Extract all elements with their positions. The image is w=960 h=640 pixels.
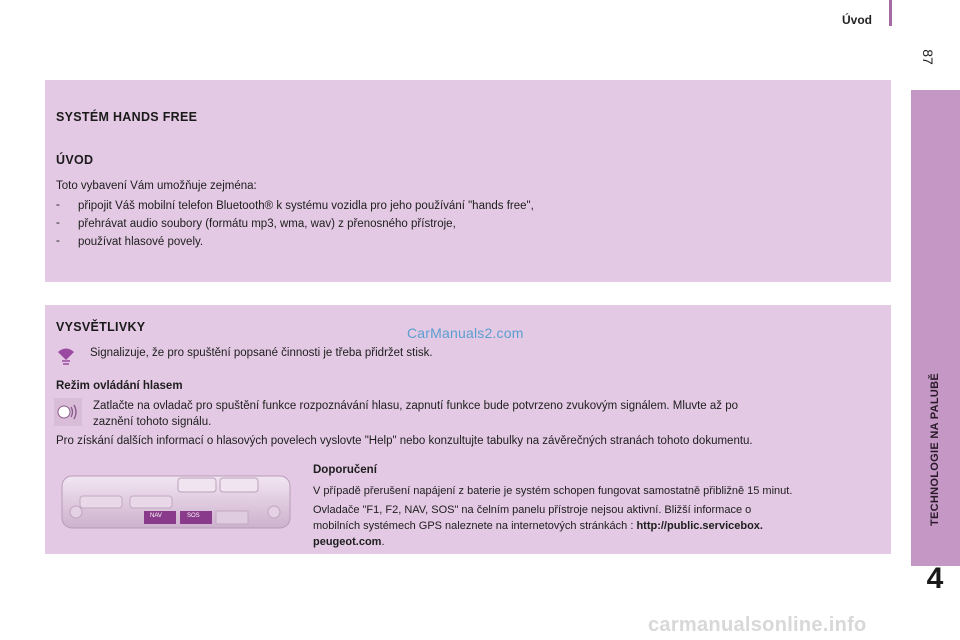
controls-note-text: mobilních systémech GPS naleznete na internetových stránkách :	[313, 520, 637, 532]
section-subtitle: ÚVOD	[56, 153, 94, 167]
watermark-text: CarManuals2.com	[407, 325, 524, 341]
controls-note-line3	[313, 535, 385, 550]
voice-command-icon	[54, 398, 82, 426]
servicebox-link-cont[interactable]: peugeot.com	[313, 536, 382, 548]
chapter-number: 4	[926, 562, 944, 595]
control-panel-illustration	[60, 472, 292, 530]
more-info-text: Pro získání dalších informací o hlasových povelech vyslovte "Help" nebo konzultujte tabulky na závěrečných stranách tohoto dokumentu.	[56, 435, 753, 447]
footer-watermark: carmanualsonline.info	[648, 614, 867, 636]
chapter-name: Úvod	[842, 13, 872, 27]
servicebox-link[interactable]: http://public.servicebox.	[636, 520, 763, 532]
voice-mode-heading: Režim ovládání hlasem	[56, 380, 183, 392]
list-item: používat hlasové povely.	[78, 236, 204, 248]
controls-note: Ovladače "F1, F2, NAV, SOS" na čelním panelu přístroje nejsou aktivní. Bližší informace o	[313, 504, 752, 516]
controls-note-line2	[313, 519, 763, 534]
hold-press-icon	[56, 346, 76, 368]
intro-text: Toto vybavení Vám umožňuje zejména:	[56, 180, 257, 192]
voice-mode-text: zaznění tohoto signálu.	[93, 416, 212, 428]
sos-label: SOS	[187, 513, 200, 519]
list-item: přehrávat audio soubory (formátu mp3, wma, wav) z přenosného přístroje,	[78, 218, 456, 230]
section-title: SYSTÉM HANDS FREE	[56, 110, 198, 124]
list-dash: -	[56, 235, 60, 247]
list-dash: -	[56, 217, 60, 229]
recommendation-text: V případě přerušení napájení z baterie je systém schopen fungovat samostatně přibližně 15 minut.	[313, 485, 793, 497]
list-dash: -	[56, 199, 60, 211]
hold-press-text: Signalizuje, že pro spuštění popsané činnosti je třeba přidržet stisk.	[90, 347, 433, 359]
legend-title: VYSVĚTLIVKY	[56, 320, 146, 334]
voice-mode-text: Zatlačte na ovladač pro spuštění funkce rozpoznávání hlasu, zapnutí funkce bude potvrzeno zvukovým signálem. Mluvte až po	[93, 400, 739, 412]
page-number: 87	[920, 49, 936, 65]
header-divider	[889, 0, 892, 26]
list-item: připojit Váš mobilní telefon Bluetooth® k systému vozidla pro jeho používání "hands free",	[78, 200, 534, 212]
link-end: .	[381, 536, 385, 548]
recommendation-heading: Doporučení	[313, 464, 377, 476]
nav-label: NAV	[150, 513, 162, 519]
chapter-side-title: TECHNOLOGIE NA PALUBĚ	[929, 373, 941, 527]
